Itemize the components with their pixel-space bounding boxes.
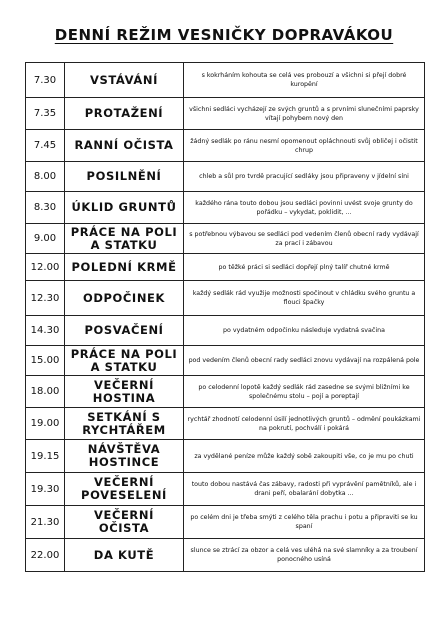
description-cell: s kokrháním kohouta se celá ves probouzí a všichni si přejí dobré kuropění <box>184 63 425 98</box>
activity-cell: POSVAČENÍ <box>65 316 184 346</box>
schedule-row <box>26 376 425 408</box>
activity-cell: ÚKLID GRUNTŮ <box>65 192 184 224</box>
schedule-row <box>26 192 425 224</box>
schedule-row <box>26 408 425 440</box>
activity-cell: ODPOČINEK <box>65 281 184 316</box>
description-cell: slunce se ztrácí za obzor a celá ves uléhá na své slamníky a za troubení ponocného usíná <box>184 539 425 572</box>
schedule-row <box>26 162 425 192</box>
time-cell: 19.30 <box>26 473 65 506</box>
time-cell: 12.30 <box>26 281 65 316</box>
activity-cell: NÁVŠTĚVA HOSTINCE <box>65 440 184 473</box>
description-cell: s potřebnou výbavou se sedláci pod vedením členů obecní rady vydávají za prací i zábavou <box>184 224 425 254</box>
time-cell: 7.45 <box>26 130 65 162</box>
schedule-row <box>26 281 425 316</box>
activity-cell: VEČERNÍ OČISTA <box>65 506 184 539</box>
activity-cell: VEČERNÍ HOSTINA <box>65 376 184 408</box>
description-cell: žádný sedlák po ránu nesmí opomenout opláchnouti svůj obličej i očistit chrup <box>184 130 425 162</box>
description-cell: rychtář zhodnotí celodenní úsilí jednotlivých gruntů – odmění poukázkami na pokrutí, pochválí i pokárá <box>184 408 425 440</box>
description-cell: chleb a sůl pro tvrdě pracující sedláky jsou připraveny v jídelní síni <box>184 162 425 192</box>
schedule-row <box>26 346 425 376</box>
time-cell: 7.35 <box>26 98 65 130</box>
time-cell: 22.00 <box>26 539 65 572</box>
page-title: DENNÍ REŽIM VESNIČKY DOPRAVÁKOU <box>54 26 394 44</box>
time-cell: 8.00 <box>26 162 65 192</box>
time-cell: 18.00 <box>26 376 65 408</box>
time-cell: 15.00 <box>26 346 65 376</box>
description-cell: po celém dni je třeba smýti z celého těla prachu i potu a připraviti se ku spaní <box>184 506 425 539</box>
schedule-row <box>26 130 425 162</box>
description-cell: po celodenní lopotě každý sedlák rád zasedne se svými bližními ke společnému stolu – pojí a poreptají <box>184 376 425 408</box>
schedule-row <box>26 473 425 506</box>
time-cell: 14.30 <box>26 316 65 346</box>
activity-cell: SETKÁNÍ S RYCHTÁŘEM <box>65 408 184 440</box>
schedule-row <box>26 98 425 130</box>
description-cell: všichni sedláci vycházejí ze svých gruntů a s prvními slunečními paprsky vítají pohybem nový den <box>184 98 425 130</box>
schedule-row <box>26 224 425 254</box>
description-cell: pod vedením členů obecní rady sedláci znovu vydávají na rozpálená pole <box>184 346 425 376</box>
activity-cell: POSILNĚNÍ <box>65 162 184 192</box>
activity-cell: VSTÁVÁNÍ <box>65 63 184 98</box>
description-cell: každý sedlák rád využije možnosti spočinout v chládku svého gruntu a flouci špačky <box>184 281 425 316</box>
time-cell: 7.30 <box>26 63 65 98</box>
schedule-row <box>26 440 425 473</box>
description-cell: po těžké práci si sedláci dopřejí plný talíř chutné krmě <box>184 254 425 281</box>
description-cell: po vydatném odpočinku následuje vydatná svačina <box>184 316 425 346</box>
description-cell: za vydělané peníze může každý sobě zakoupiti vše, co je mu po chuti <box>184 440 425 473</box>
time-cell: 19.00 <box>26 408 65 440</box>
time-cell: 8.30 <box>26 192 65 224</box>
schedule-row <box>26 63 425 98</box>
schedule-row <box>26 316 425 346</box>
schedule-row <box>26 254 425 281</box>
time-cell: 21.30 <box>26 506 65 539</box>
schedule-row <box>26 539 425 572</box>
description-cell: každého rána touto dobou jsou sedláci povinni uvést svoje grunty do pořádku – vykydat, poklidit, ... <box>184 192 425 224</box>
activity-cell: RANNÍ OČISTA <box>65 130 184 162</box>
activity-cell: DA KUTĚ <box>65 539 184 572</box>
schedule-row <box>26 506 425 539</box>
activity-cell: POLEDNÍ KRMĚ <box>65 254 184 281</box>
activity-cell: PRÁCE NA POLI A STATKU <box>65 346 184 376</box>
activity-cell: VEČERNÍ POVESELENÍ <box>65 473 184 506</box>
activity-cell: PRÁCE NA POLI A STATKU <box>65 224 184 254</box>
time-cell: 12.00 <box>26 254 65 281</box>
description-cell: touto dobou nastává čas zábavy, radosti při vyprávění pamětníků, ale i drani peří, obalarání dobytka ... <box>184 473 425 506</box>
activity-cell: PROTAŽENÍ <box>65 98 184 130</box>
time-cell: 9.00 <box>26 224 65 254</box>
time-cell: 19.15 <box>26 440 65 473</box>
schedule-table <box>25 62 425 572</box>
